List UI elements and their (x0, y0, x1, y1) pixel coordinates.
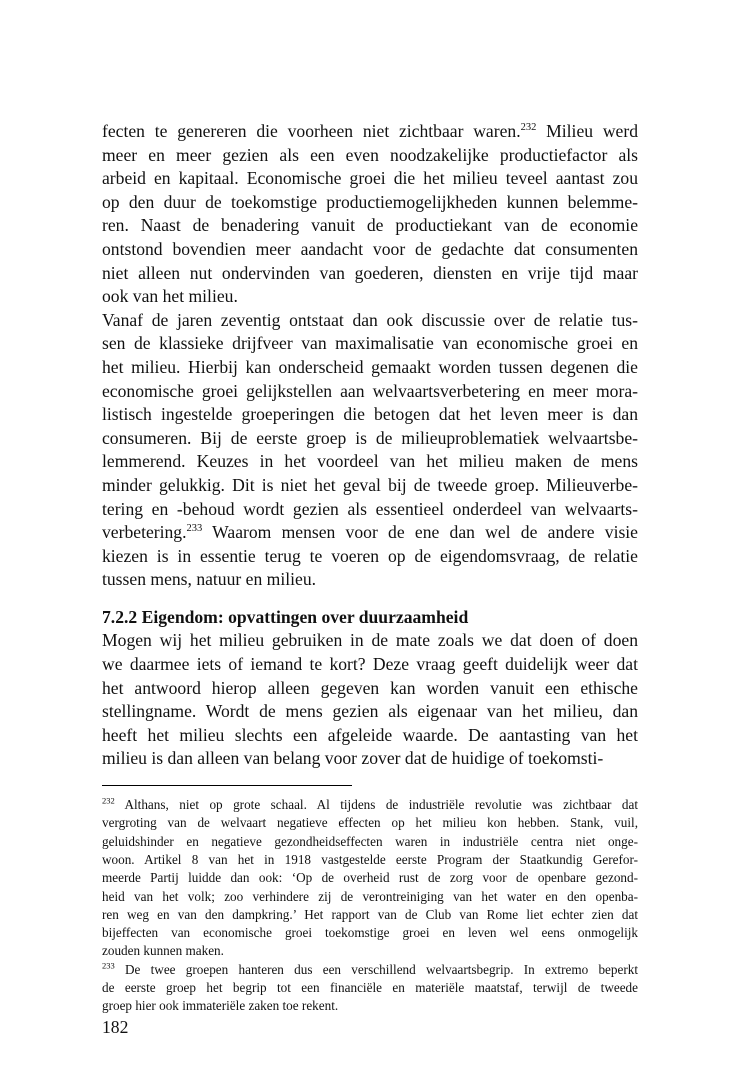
body-paragraph-3 (102, 629, 638, 771)
line-text: zouden kunnen maken. (102, 943, 224, 959)
line-text: woon. Artikel 8 van het in 1918 vastgestelde eerste Program der Staatkundig Gerefor- (102, 851, 638, 867)
text-line (102, 356, 638, 380)
footnote-text: De twee groepen hanteren dus een verschillend welvaartsbegrip. In extremo beperkt (114, 961, 638, 977)
line-text: op den duur de toekomstige productiemogelijkheden kunnen belemme- (102, 191, 638, 212)
line-text: milieu is dan alleen van belang voor zover dat de huidige of toekomsti- (102, 748, 604, 769)
line-text: consumeren. Bij de eerste groep is de milieuproblematiek welvaartsbe- (102, 427, 638, 448)
text-line (102, 167, 638, 191)
line-text: meer en meer gezien als een even noodzakelijke productiefactor als (102, 144, 638, 165)
footnote-line (102, 906, 638, 924)
line-text: geluidshinder en negatieve gezondheidseffecten waren in industriële centra niet onge- (102, 833, 638, 849)
text-line (102, 403, 638, 427)
footnote-separator (102, 785, 352, 786)
line-text: arbeid en kapitaal. Economische groei die het milieu teveel aantast zou (102, 168, 638, 189)
line-text: listisch ingestelde groeperingen die betogen dat het leven meer is dan (102, 404, 638, 425)
footnote-233 (102, 961, 638, 1016)
document-page (102, 120, 638, 1038)
line-text: het milieu. Hierbij kan onderscheid gemaakt worden tussen degenen die (102, 356, 638, 377)
footnote-line (102, 979, 638, 997)
text-line (102, 747, 638, 771)
text-line (102, 144, 638, 168)
text-line (102, 724, 638, 748)
text-line (102, 498, 638, 522)
footnote-marker: 233 (102, 960, 115, 971)
line-text: het antwoord hierop alleen gegeven kan worden vanuit een ethische (102, 677, 638, 698)
text-line (102, 568, 638, 592)
line-text: ren weg en van den dampkring.’ Het rapport van de Club van Rome liet echter zien dat (102, 906, 638, 922)
footnote-line (102, 796, 638, 814)
footnote-reference: 233 (186, 523, 203, 535)
text-line (102, 262, 638, 286)
footnote-line (102, 997, 638, 1015)
line-text: vergroting van de welvaart negatieve effecten op het milieu kon hebben. Stank, vuil, (102, 815, 638, 831)
text-line (102, 629, 638, 653)
footnote-232 (102, 796, 638, 961)
line-text: stellingname. Wordt de mens gezien als eigenaar van het milieu, dan (102, 701, 638, 722)
text-line (102, 238, 638, 262)
text-line (102, 285, 638, 309)
text-line (102, 380, 638, 404)
footnote-marker: 232 (102, 795, 115, 806)
line-text: verbetering. (102, 522, 187, 543)
body-paragraph-2 (102, 309, 638, 592)
text-line (102, 120, 638, 144)
line-text: tering en -behoud wordt gezien als essentieel onderdeel van welvaarts- (102, 498, 638, 519)
line-text: heeft het milieu slechts een afgeleide waarde. De aantasting van het (102, 724, 638, 745)
footnote-line (102, 924, 638, 942)
text-line (102, 214, 638, 238)
text-line (102, 677, 638, 701)
text-line (102, 521, 638, 545)
line-text: we daarmee iets of iemand te kort? Deze vraag geeft duidelijk weer dat (102, 654, 638, 675)
footnote-line (102, 814, 638, 832)
text-line (102, 545, 638, 569)
text-line (102, 427, 638, 451)
line-text: ren. Naast de benadering vanuit de productiekant van de economie (102, 215, 638, 236)
footnote-line (102, 869, 638, 887)
line-text-continued: Waarom mensen voor de ene dan wel de andere visie (202, 522, 638, 543)
line-text: niet alleen nut ondervinden van goederen, diensten en vrije tijd maar (102, 262, 638, 283)
line-text: sen de klassieke drijfveer van maximalisatie van economische groei en (102, 333, 638, 354)
line-text: minder gelukkig. Dit is niet het geval bij de tweede groep. Milieuverbe- (102, 474, 638, 495)
line-text-continued: Milieu werd (536, 121, 638, 141)
line-text: lemmerend. Keuzes in het voordeel van het milieu maken de mens (102, 451, 638, 472)
line-text: heid van het volk; zoo verhindere zij de verontreiniging van het water en den openba- (102, 888, 638, 904)
text-line (102, 700, 638, 724)
line-text: economische groei gelijkstellen aan welvaartsverbetering en meer mora- (102, 380, 638, 401)
text-line (102, 450, 638, 474)
footnote-line (102, 833, 638, 851)
line-text: bijeffecten van economische groei toekomstige groei en leven wel eens onmogelijk (102, 925, 638, 941)
text-line (102, 309, 638, 333)
line-text: meerde Partij luidde dan ook: ‘Op de overheid rust de zorg voor de openbare gezond- (102, 870, 638, 886)
line-text: kiezen is in essentie terug te voeren op de eigendomsvraag, de relatie (102, 545, 638, 566)
text-line (102, 332, 638, 356)
line-text: tussen mens, natuur en milieu. (102, 569, 317, 590)
footnote-reference: 232 (520, 122, 537, 134)
footnote-text: Althans, niet op grote schaal. Al tijdens de industriële revolutie was zichtbaar dat (114, 797, 638, 813)
page-number: 182 (102, 1016, 129, 1037)
line-text: ook van het milieu. (102, 286, 238, 307)
footnote-line (102, 961, 638, 979)
body-paragraph-1 (102, 120, 638, 309)
line-text: Mogen wij het milieu gebruiken in de mate zoals we dat doen of doen (102, 630, 638, 651)
footnote-line (102, 942, 638, 960)
text-line (102, 653, 638, 677)
section-heading: 7.2.2 Eigendom: opvattingen over duurzaamheid (102, 606, 469, 627)
line-text: groep hier ook immateriële zaken toe rekent. (102, 998, 339, 1014)
line-text: ontstond bovendien meer aandacht voor de gedachte dat consumenten (102, 238, 638, 259)
text-line (102, 474, 638, 498)
footnote-line (102, 851, 638, 869)
footnote-line (102, 888, 638, 906)
line-text: Vanaf de jaren zeventig ontstaat dan ook discussie over de relatie tus- (102, 309, 638, 330)
text-line (102, 191, 638, 215)
line-text: fecten te genereren die voorheen niet zichtbaar waren. (102, 121, 521, 141)
line-text: de eerste groep het begrip tot een financiële en materiële maatstaf, terwijl de tweede (102, 980, 638, 995)
